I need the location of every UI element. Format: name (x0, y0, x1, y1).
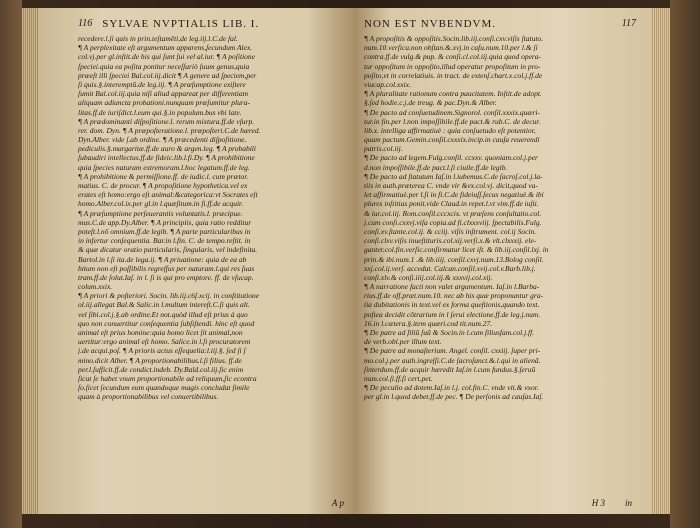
text-line: ¶ A perplexitate eſt argumentum apparens,ſecundum Alex. (78, 43, 253, 53)
text-line: mo.col.j.per auth.ingreſſi.C.de ſacroſanct.&.l.qui in alienã. (364, 355, 541, 365)
text-line: erates eſt homo:ergo eſt animal:&categorica:vt Socrates eſt (78, 190, 258, 200)
text-line: ganter.col.fin.verſic.conſirmatur licet iſt. & lib.iij.conſil.lxj. in (364, 245, 549, 255)
text-line: ¶ De peculio ad dotem.Iaſ.in l.j. col.fin.C. vnde vit.& vxor. (364, 383, 539, 393)
text-line: uertitur:ergo animal eſt homo. Salice.in l.ſi procuratorem (78, 337, 251, 347)
right-running-head: NON EST NVBENDVM. (364, 18, 496, 30)
right-text-block (364, 34, 640, 402)
text-line: ſo.ſicet ſecundum eum quandoque magis concludat ſimile (78, 383, 250, 393)
text-line: j.cum conſi.cxxvj.viſa copia.ad fi.clxxxviij. ſpectabilis.Fulg. (364, 217, 542, 227)
page-edges-right (652, 8, 670, 514)
text-line: quam pactum.Gemin.conſil.cxxxix.incip.in cauſa reuerendi (364, 135, 540, 145)
text-line: ¶ De pacto ad conſuetudinem.Signorol. conſil.xxxix.quæri- (364, 107, 540, 117)
text-line: tiis in auth.præterea C. vnde vir &vx.col.vj. dicit,quod va- (364, 181, 538, 190)
text-line: mus.C.de app.Dy.Alber. ¶ A principiis, quia ratio redditur (78, 217, 252, 227)
text-line: Bartol.in l.ſi ita.de lega.ij. ¶ A priuatione: quia de ea ab (78, 254, 247, 264)
text-line: num.col.ſi.ff.ſi cert.pet. (364, 373, 433, 383)
text-line: & iur.col.iij. Rom.conſil.cccxcix. vt præſens conſultatio.col. (364, 208, 542, 218)
left-catchword: A p (331, 498, 344, 508)
text-line: ſumit Bal.col.iij.quia niſi aliud appareat per differentiam (78, 89, 249, 99)
text-line: let affirmatiuè.per l.ſi in fi.C.de fideiuſſ.ſecus negatiuè.& ibi (364, 190, 544, 200)
text-line: pediculis.§.margaritæ.ff.de auro & argen.leg. ¶ A probabili (78, 144, 256, 154)
book-cover-left (0, 0, 22, 528)
text-line: aliquam adiuncta probationi.nunquam præſumitur plura- (78, 98, 251, 108)
text-line: rer. dom. Dyn. ¶ A præpoſteratione.l. præpoſteri.C.de hæred. (78, 125, 261, 135)
text-line: præeſt illi ſpeciei Bal.col.iij.dicit ¶ A genere ad ſpeciem,per (78, 70, 257, 80)
text-line: ſinterdum.ff.de acquir hæredit Iaſ.in l.cum fundus.§.ſeruũ (364, 364, 536, 374)
left-text-block (78, 34, 346, 402)
text-line: ¶ A præſumptione perſeuerantis voluntatis.l. præcipue. (78, 208, 243, 218)
text-line: quam à proportionabilibus vel conuertibilibus. (78, 392, 219, 402)
text-line: ¶ De pacto ad legem.Fulg.conſil. ccxxv. quoniam.col.j.per (364, 153, 538, 163)
text-line: per gl.in l.quod debet.ff.de pec. ¶ De perſonis ad cauſas.Iaſ. (364, 392, 544, 402)
text-line: de verb.obl.per illum text. (364, 337, 442, 347)
right-footer (592, 498, 632, 508)
text-line: xxj.col.ij.verſ. accedat. Calcan.conſil.xvij.col.v.Barb.lib.j. (364, 263, 536, 273)
text-line: patris.col.iij. (364, 144, 403, 154)
text-line: j.de acqui.poſ. ¶ A prioris actus eſſequelia:l.iij.§. ſed ſi ſ (78, 346, 246, 356)
right-page-header (364, 18, 636, 30)
text-line: per.l.ſufficit.ff.de condict.indeb. Dy.Bald.col.iij.ſic enim (78, 364, 244, 374)
text-line: col.vj.per gl.inſtit.de his qui ſunt ſui vel al.iur. ¶ A poſitione (78, 52, 255, 62)
text-line: lib.x. intelliga affirmatiuè : quia conſuetudo eſt potentior, (364, 125, 536, 135)
text-line: poſtea decidit cõtrarium in l ſerui electione.ff.de leg.j.num. (364, 309, 541, 319)
text-line: quia ſpecies naturam extremorum.l.hoc legatum.ff.de leg. (78, 162, 250, 172)
text-line: conſi.xv.ſtante.col.ij. & cciij. viſis inſtrument. col.ij Socin. (364, 226, 537, 236)
text-line: plures inſtitias ponit.vide Claud.in repet.l.vt vim.ff.de iuſti. (364, 199, 539, 209)
text-line: ſicut ſe habet vnum proportionabile ad reliquum,ſic econtra (78, 373, 257, 383)
text-line: Dyn.Alber. vide ſ.ab ordine. ¶ A præcedenti diſpoſitione. (78, 135, 247, 145)
text-line: ſubaudiri intellectus.ff.de fideic.lib.l.fi.Dy. ¶ A prohibitione (78, 153, 255, 163)
text-line: ſi quis.§.interemptũ.de leg.iij. ¶ A præſumptione exiſtere (78, 79, 246, 89)
text-line: conſi.clxv.viſis inueſtituris.col.xij.verſi.x.& vlt.clxxxij. ele- (364, 236, 537, 246)
text-line: ¶ A prædominanti diſpoſitione.l. rerum mixtura.ff.de vſurp. (78, 116, 255, 126)
text-line: vel ſibi.col.j.§.ab ordine.Et not.quòd illud eſt prius à quo (78, 309, 248, 319)
text-line: ¶ A prohibitione & permiſſione.ff. de iudic.l. cum prætor. (78, 171, 249, 181)
book-cover-right (670, 0, 700, 528)
text-line: & quæ dicatur oratio particularis, ſingularis, vel indefinita. (78, 245, 258, 255)
text-line: quo non conuertitur conſequentia ſubſiſtendi. hinc eſt quod (78, 318, 255, 328)
left-running-head: SYLVAE NVPTIALIS LIB. I. (102, 18, 260, 30)
text-line: in infertur conſequentia. Bar.in l.fin. C. de tempo.reſtit. in (78, 236, 251, 246)
text-line: poſito,vt in correlatiuis. in tract. de extenſ.chart.x.col.j.ff.de (364, 70, 543, 80)
text-line: prin.& ibi.num.1 .& lib.iiij. conſil.cxvj.num.13.Bolog conſil. (364, 254, 544, 264)
text-line: ¶ A priori & poſteriori. Socin. lib.iij.c6ſ.xcij. in conſtitutione (78, 291, 260, 301)
text-line: §.ſed hodie.c.j.de treug. & pac.Dyn.& Alber. (364, 98, 497, 108)
right-page (354, 8, 652, 514)
text-line: animal eſt prius homine:quia homo licet ſit animal,non (78, 328, 243, 337)
text-line: ¶ De pacto ad ſtatutum Iaſ.in l.iubemus.C.de ſacroſ.col.j.la- (364, 171, 543, 181)
text-line: litas.ff.de iuriſdict.l.eum qui.§.in populum.bus vbi late. (78, 107, 242, 117)
text-line: homo.Alber.col.ix.per gl.in l.quæſitum.in fi.ff.de acquir. (78, 199, 243, 209)
text-line: ¶ De patre ad filiũ ſuũ & Socin.in l.cum filiusfam.col.j.ff. (364, 328, 535, 337)
text-line: colum.xxix. (78, 282, 113, 292)
text-line: ¶ A pluralitate rationum contra paucitatem. Inſtit.de adopt. (364, 89, 542, 99)
text-line: tur oppoſitum in oppoſito,illud operatur propoſitum in pro- (364, 61, 541, 71)
text-line: recedere.l.ſi quis in prin.teſtamẽti,de leg.iij.l.C.de fal. (78, 34, 238, 43)
text-line: viucap.col.xxix. (364, 79, 411, 89)
text-line: ¶ De patre ad monaſterium. Angel. conſil. cxxiij. ſuper pri- (364, 346, 541, 356)
signature-mark: H 3 (591, 498, 605, 508)
text-line: mino.dicit Alber. ¶ A proportionabilibus.l.ſi filius. ff.de (78, 355, 242, 365)
right-catchword: in (624, 498, 632, 508)
text-line: ſpeciei.quia ea poſita ponitur neceſſariò ſuum genus,quia (78, 61, 250, 71)
text-line: ¶ A propoſitis & oppoſitis.Socin.lib.iij.conſi.cxv.viſis ſtatuto. (364, 34, 544, 43)
text-line: contra.ff.de vulg.& pup. & conſi.cl.col.iij.quia quod opera- (364, 52, 542, 62)
text-line: bitum non eſt poſſibilis regreſſus per naturam.l.qui res ſuas (78, 263, 255, 273)
text-line: tia dubitationis in text.vel ex forma queſtionis,quando text. (364, 300, 540, 310)
left-page (38, 8, 354, 514)
text-line: num.10.verſicu.non obſtan.&.xvj.in caſu.num.10.per l.& ſi (364, 43, 538, 53)
text-line: matius. C. de procur. ¶ A propoſitione hypothetica.vel ex (78, 181, 248, 190)
left-page-number: 116 (78, 18, 93, 29)
text-line: tram.ff.de ſolut.Iaſ. in l. ſi is qui pro emptore. ff. de vſucap. (78, 272, 254, 282)
text-line: d.non impoſſibile.ff.de pact.l.ſi ciuile.ff.de legib. (364, 162, 508, 172)
text-line: ¶ A narratione facti non valet argumentum. Iaſ.in l.Barba- (364, 282, 540, 292)
left-page-header (78, 18, 334, 30)
text-line: ol.iij.allegat Bal.& Salic.in l.multum intereſt.C.ſi quis alt. (78, 300, 250, 310)
text-line: 16.in l.cætera.§.item quæri.cod tit.num.27. (364, 318, 493, 328)
text-line: poteſt.l.nõ omnium.ff.de legib. ¶ A parte particularibus in (78, 226, 251, 236)
right-page-number: 117 (621, 18, 636, 29)
page-edges-left (22, 8, 38, 514)
text-line: rius.ff.de off.præt.num.10. nec ab his quæ proponuntur gra- (364, 291, 544, 301)
text-line: conſi.xlv.& conſi.iiij.col.iij.& xxxvij.col.xij. (364, 272, 493, 282)
text-line: tur.in fin.per l.non impoſſibile.ff.de pact.& rub.C. de decur. (364, 116, 541, 126)
